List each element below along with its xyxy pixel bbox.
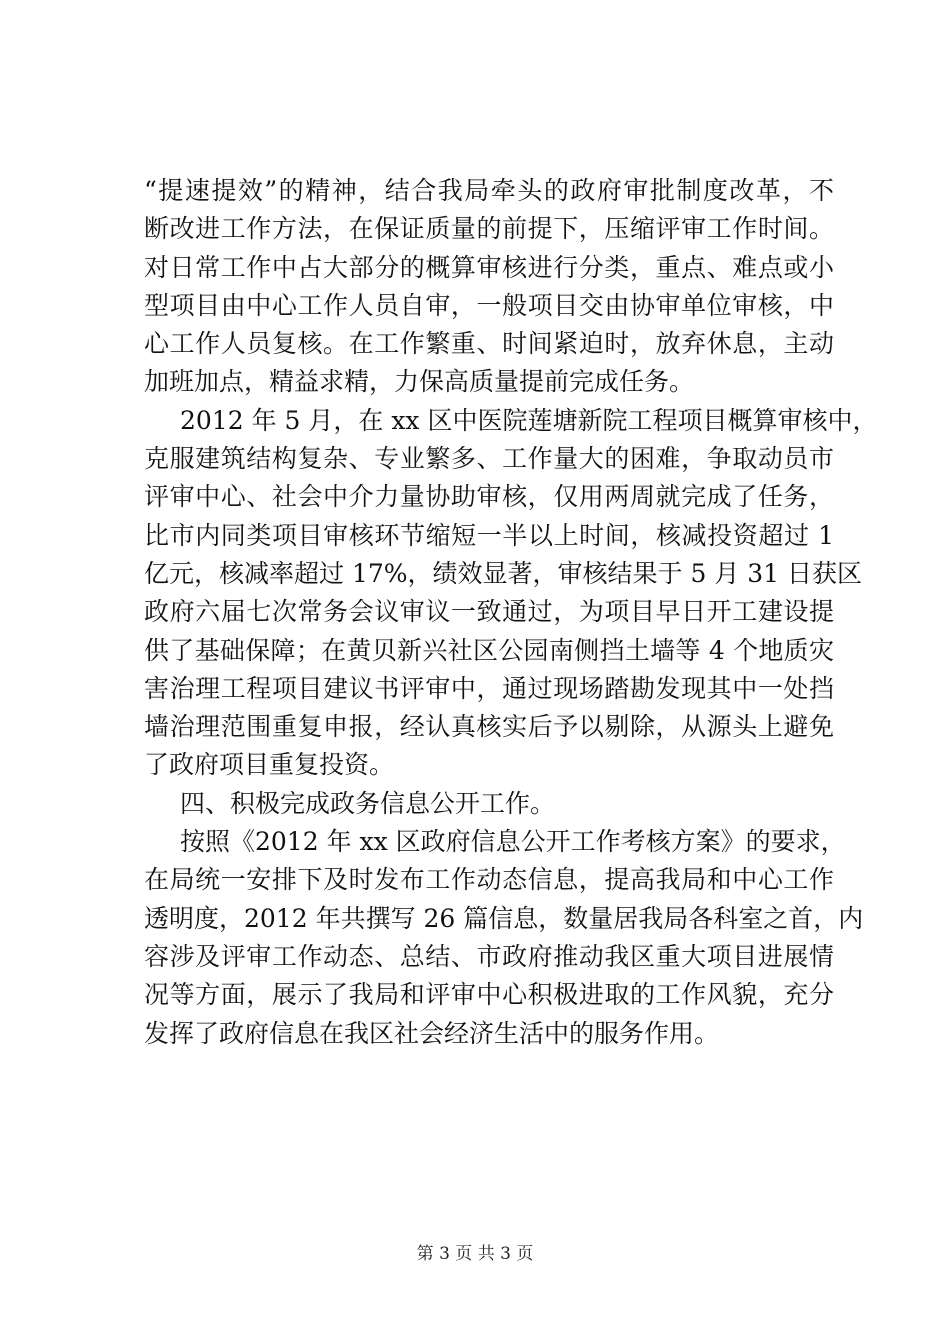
text-line: 发挥了政府信息在我区社会经济生活中的服务作用。 xyxy=(144,1018,720,1048)
text-line: 供了基础保障；在黄贝新兴社区公园南侧挡土墙等 4 个地质灾 xyxy=(144,635,834,665)
section-heading: 四、积极完成政务信息公开工作。 xyxy=(180,788,556,818)
text-line: 政府六届七次常务会议审议一致通过，为项目早日开工建设提 xyxy=(144,597,834,627)
text-line: 按照《2012 年 xx 区政府信息公开工作考核方案》的要求， xyxy=(180,827,846,857)
text-line: 型项目由中心工作人员自审，一般项目交由协审单位审核，中 xyxy=(144,290,834,320)
text-line: 2012 年 5 月，在 xx 区中医院莲塘新院工程项目概算审核中， xyxy=(180,405,878,435)
text-line: 克服建筑结构复杂、专业繁多、工作量大的困难，争取动员市 xyxy=(144,444,834,474)
text-line: 评审中心、社会中介力量协助审核，仅用两周就完成了任务， xyxy=(144,482,834,512)
text-line: 透明度，2012 年共撰写 26 篇信息，数量居我局各科室之首，内 xyxy=(144,903,864,933)
text-line: 亿元，核减率超过 17%，绩效显著，审核结果于 5 月 31 日获区 xyxy=(144,558,863,588)
text-line: 比市内同类项目审核环节缩短一半以上时间，核减投资超过 1 xyxy=(144,520,834,550)
text-line: “提速提效”的精神，结合我局牵头的政府审批制度改革，不 xyxy=(144,176,834,205)
text-line: 对日常工作中占大部分的概算审核进行分类，重点、难点或小 xyxy=(144,252,834,282)
text-line: 害治理工程项目建议书评审中，通过现场踏勘发现其中一处挡 xyxy=(144,673,834,703)
text-line: 墙治理范围重复申报，经认真核实后予以剔除，从源头上避免 xyxy=(144,712,834,742)
document-body xyxy=(144,172,878,1053)
text-line: 在局统一安排下及时发布工作动态信息，提高我局和中心工作 xyxy=(144,865,834,895)
text-line: 况等方面，展示了我局和评审中心积极进取的工作风貌，充分 xyxy=(144,980,834,1010)
text-line: 心工作人员复核。在工作繁重、时间紧迫时，放弃休息，主动 xyxy=(144,329,834,359)
page-footer: 第 3 页 共 3 页 xyxy=(416,1244,534,1264)
text-line: 了政府项目重复投资。 xyxy=(144,750,395,780)
text-line: 断改进工作方法，在保证质量的前提下，压缩评审工作时间。 xyxy=(144,214,834,244)
text-line: 加班加点，精益求精，力保高质量提前完成任务。 xyxy=(144,367,695,397)
text-line: 容涉及评审工作动态、总结、市政府推动我区重大项目进展情 xyxy=(144,941,834,971)
